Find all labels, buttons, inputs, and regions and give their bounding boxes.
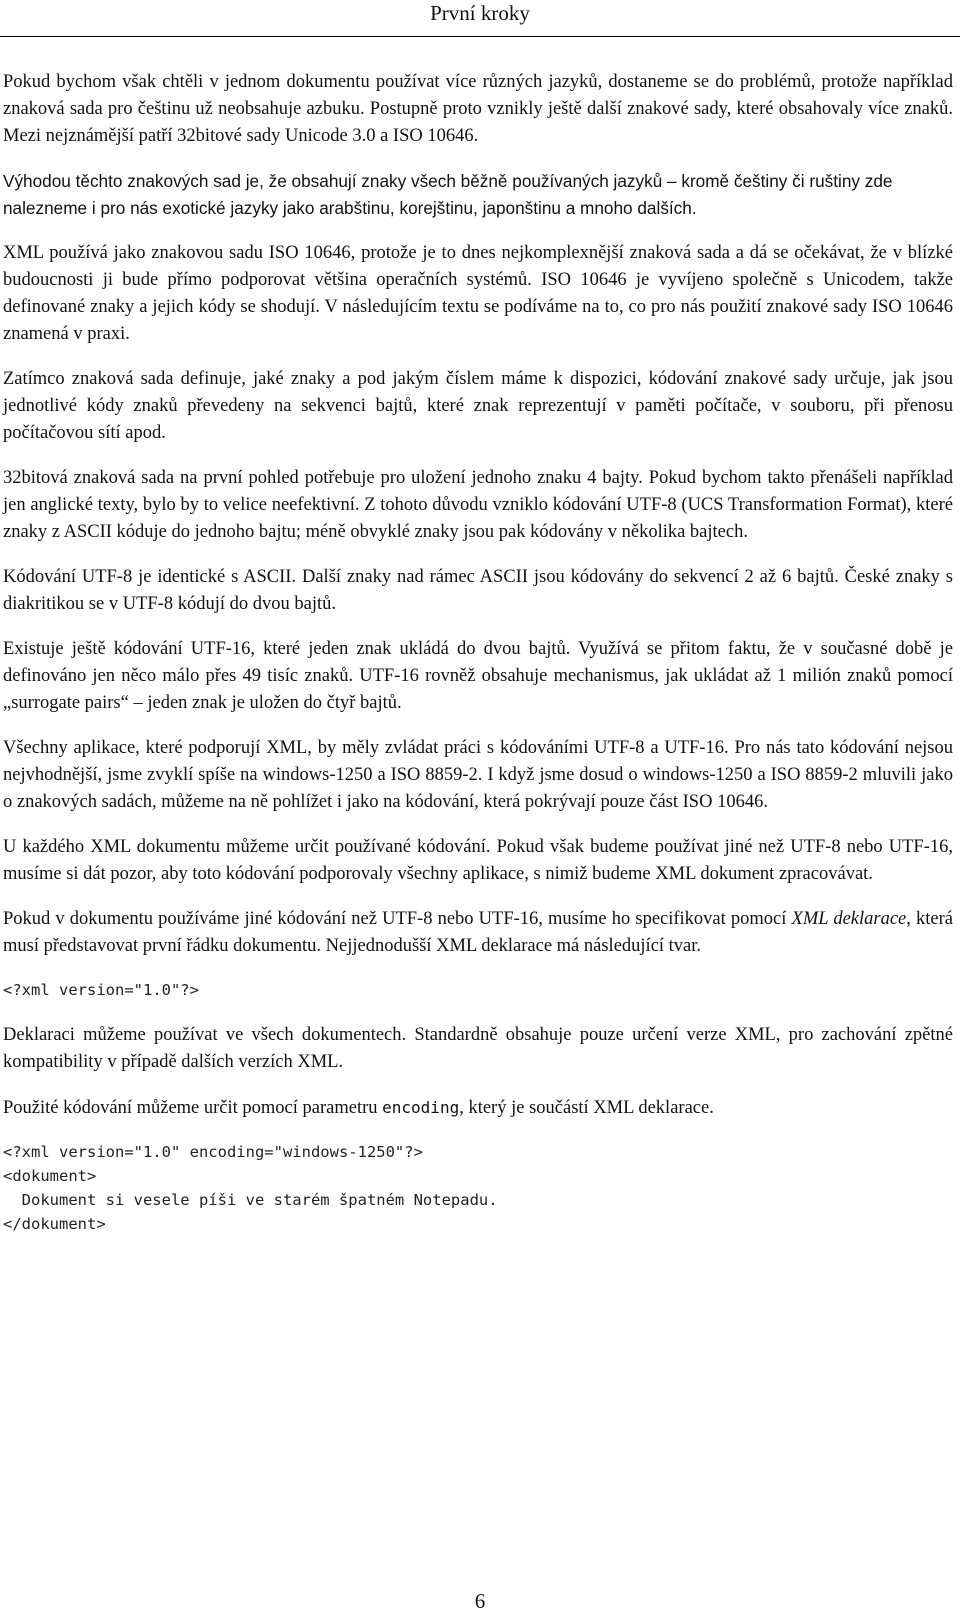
inline-code-encoding: encoding: [382, 1098, 460, 1117]
paragraph-encoding-parameter: [3, 1094, 953, 1122]
paragraph-multilingual-problem: Pokud bychom však chtěli v jednom dokumentu používat více různých jazyků, dostaneme se do problémů, protože například znaková sada pro češtinu už neobsahuje azbuku. Postupně proto vznikly ještě další znakové sady, které obsahovaly více znaků. Mezi nejznámější patří 32bitové sady Unicode 3.0 a ISO 10646.: [3, 72, 953, 146]
paragraph-xml-declaration-intro: [3, 906, 953, 960]
header-rule: [0, 36, 960, 37]
text-fragment: , který je součástí XML deklarace.: [459, 1098, 714, 1118]
running-header-title: První kroky: [430, 1, 530, 25]
page-body: [3, 69, 953, 1256]
paragraph-utf8-origin: 32bitová znaková sada na první pohled potřebuje pro uložení jednoho znaku 4 bajty. Pokud bychom takto přenášeli například jen anglické texty, bylo by to velice neefektivní. Z tohoto důvodu vzniklo kódování UTF-8 (UCS Transformation Format), které znaky z ASCII kóduje do jednoho bajtu; méně obvyklé znaky jsou pak kódovány v několika bajtech.: [3, 468, 953, 542]
paragraph-charset-advantages: Výhodou těchto znakových sad je, že obsahují znaky všech běžně používaných jazyků – kromě češtiny či ruštiny zde nalezneme i pro nás exotické jazyky jako arabštinu, korejštinu, japonštinu a mnoho dalších.: [3, 171, 893, 218]
text-fragment: , která musí představovat první řádku dokumentu. Nejjednodušší XML deklarace má následující tvar.: [3, 909, 953, 956]
paragraph-application-support: Všechny aplikace, které podporují XML, by měly zvládat práci s kódováními UTF-8 a UTF-16. Pro nás tato kódování nejsou nejvhodnější, jsme zvyklí spíše na windows-1250 a ISO 8859-2. I když jsme dosud o windows-1250 a ISO 8859-2 mluvili jako o znakových sadách, můžeme na ně pohlížet i jako na kódování, která pokrývají pouze část ISO 10646.: [3, 738, 953, 812]
paragraph-utf8-ascii: Kódování UTF-8 je identické s ASCII. Další znaky nad rámec ASCII jsou kódovány do sekvencí 2 až 6 bajtů. České znaky s diakritikou se v UTF-8 kódují do dvou bajtů.: [3, 567, 953, 614]
text-fragment: Pokud v dokumentu používáme jiné kódování než UTF-8 nebo UTF-16, musíme ho specifikovat pomocí: [3, 909, 792, 929]
paragraph-declaration-usage: Deklaraci můžeme používat ve všech dokumentech. Standardně obsahuje pouze určení verze XML, pro zachování zpětné kompatibility v případě dalších verzích XML.: [3, 1025, 953, 1072]
paragraph-encoding-choice: U každého XML dokumentu můžeme určit používané kódování. Pokud však budeme používat jiné než UTF-8 nebo UTF-16, musíme si dát pozor, aby toto kódování podporovaly všechny aplikace, s nimiž budeme XML dokument zpracovávat.: [3, 837, 953, 884]
paragraph-utf16: Existuje ještě kódování UTF-16, které jeden znak ukládá do dvou bajtů. Využívá se přitom faktu, že v současné době je definováno jen něco málo přes 49 tisíc znaků. UTF-16 rovněž obsahuje mechanismus, jak ukládat až 1 milión znaků pomocí „surrogate pairs“ – jeden znak je uložen do čtyř bajtů.: [3, 639, 953, 713]
text-fragment: Použité kódování můžeme určit pomocí parametru: [3, 1098, 383, 1118]
code-example-simple-declaration: <?xml version="1.0"?>: [3, 981, 199, 999]
paragraph-xml-iso10646: XML používá jako znakovou sadu ISO 10646, protože je to dnes nejkomplexnější znaková sada a dá se očekávat, že v blízké budoucnosti ji bude přímo podporovat většina operačních systémů. ISO 10646 je vyvíjeno společně s Unicodem, takže definované znaky a jejich kódy se shodují. V následujícím textu se podíváme na to, co pro nás použití znakové sady ISO 10646 znamená v praxi.: [3, 243, 953, 344]
term-xml-deklarace: XML deklarace: [791, 909, 907, 929]
code-example-encoding-declaration: <?xml version="1.0" encoding="windows-1250"?> <dokument> Dokument si vesele píši ve starém špatném Notepadu. </dokument>: [3, 1143, 498, 1233]
paragraph-encoding-definition: Zatímco znaková sada definuje, jaké znaky a pod jakým číslem máme k dispozici, kódování znakové sady určuje, jak jsou jednotlivé kódy znaků převedeny na sekvenci bajtů, které znak reprezentují v paměti počítače, v souboru, při přenosu počítačovou sítí apod.: [3, 369, 953, 443]
page-number: 6: [474, 1589, 486, 1613]
